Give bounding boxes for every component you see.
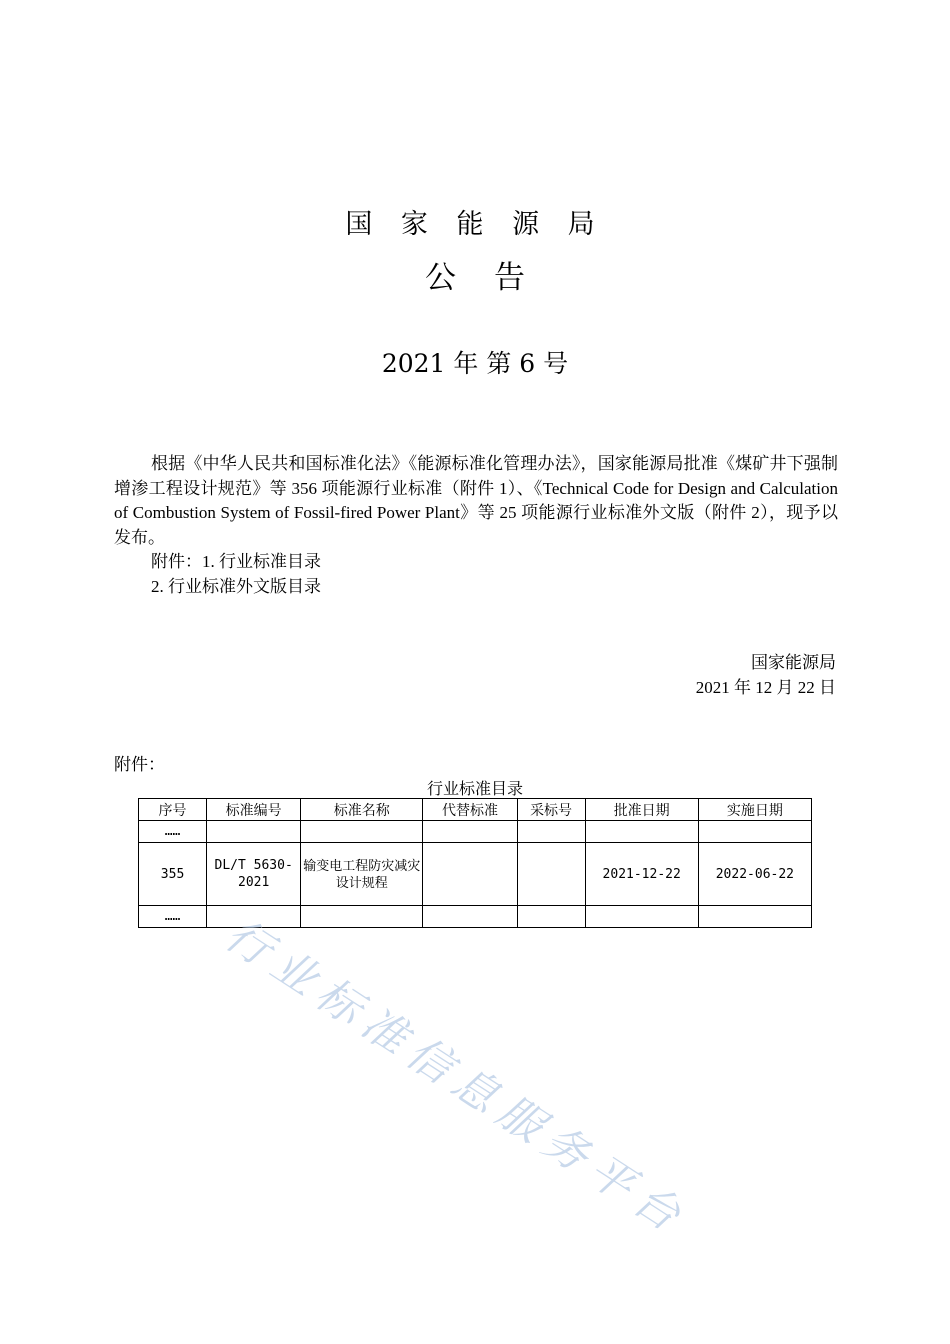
watermark: 行业标准信息服务平台 [216,909,697,1247]
cell [585,821,698,843]
body-paragraph: 根据《中华人民共和国标准化法》《能源标准化管理办法》，国家能源局批准《煤矿井下强制增渗工程设计规范》等 356 项能源行业标准（附件 1）、《Technical Code for Design and Calculation of Combustion System of Fossil-fired Power Plant》等 25 项能源行业标准外文版（附件 2），现予以发布。 [114,454,838,547]
cell [207,906,301,928]
cell-approve-date: 2021-12-22 [585,843,698,906]
cell [423,821,517,843]
header-adopted: 采标号 [517,799,585,821]
cell-std-no: DL/T 5630-2021 [207,843,301,906]
cell-seq: …… [139,906,207,928]
header-replaced: 代替标准 [423,799,517,821]
cell-seq: …… [139,821,207,843]
attachments-line-2: 2. 行业标准外文版目录 [151,576,321,596]
cell [207,821,301,843]
table-header-row [139,799,812,821]
cell [517,821,585,843]
cell [698,906,811,928]
header-impl-date: 实施日期 [698,799,811,821]
header-seq: 序号 [139,799,207,821]
announcement-title: 公告 [425,260,563,296]
cell [423,843,517,906]
header-std-no: 标准编号 [207,799,301,821]
document-number: 2021 年 第 6 号 [381,349,569,378]
cell [301,906,423,928]
cell [585,906,698,928]
agency-heading: 国 家 能 源 局 [345,209,605,240]
cell [517,906,585,928]
cell-seq: 355 [139,843,207,906]
attachments-line-1: 附件：1. 行业标准目录 [151,552,321,571]
header-std-name: 标准名称 [301,799,423,821]
table-row [139,906,812,928]
cell [698,821,811,843]
header-approve-date: 批准日期 [585,799,698,821]
table-row [139,843,812,906]
cell [301,821,423,843]
announcement-body [114,452,838,599]
attachment-label: 附件： [114,755,165,774]
table-row [139,821,812,843]
signature-block [696,650,836,700]
signature-date: 2021 年 12 月 22 日 [695,678,836,697]
cell-std-name: 输变电工程防灾减灾设计规程 [301,843,423,906]
cell [423,906,517,928]
cell-impl-date: 2022-06-22 [698,843,811,906]
cell [517,843,585,906]
standards-table [138,798,812,928]
signature-org: 国家能源局 [751,653,836,672]
table-title: 行业标准目录 [426,781,523,798]
